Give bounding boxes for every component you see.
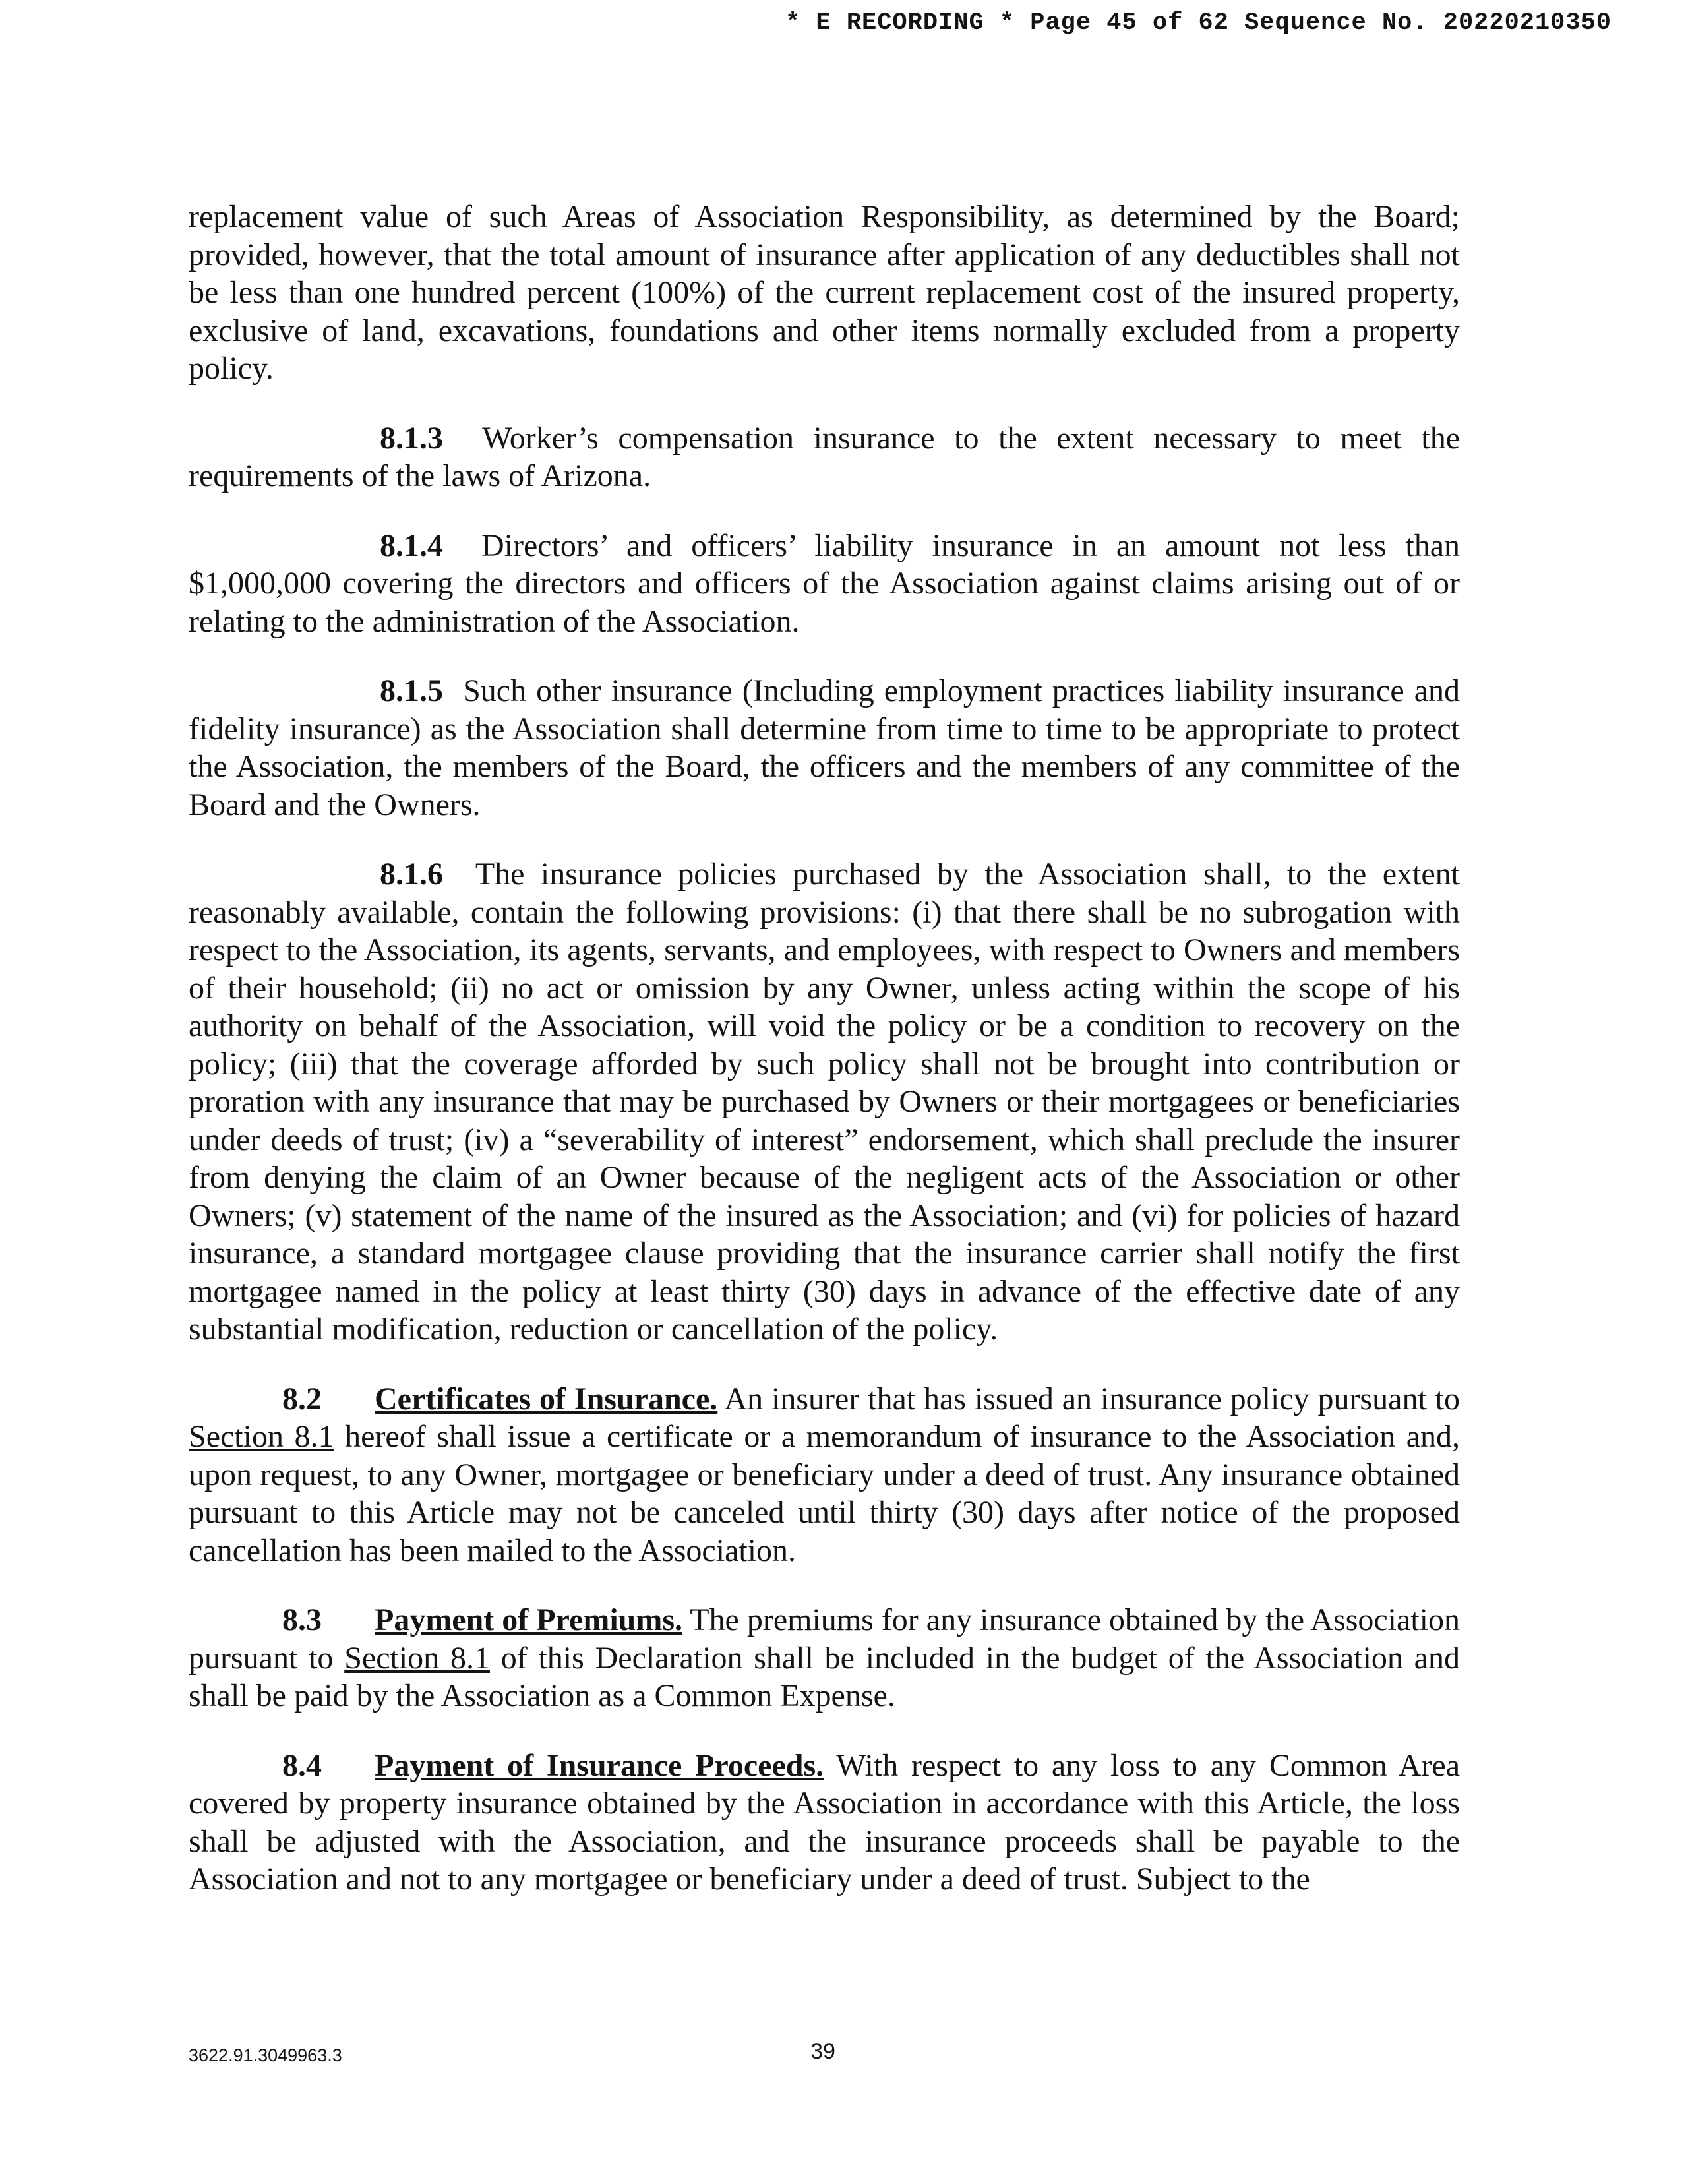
section-number: 8.1.5	[380, 673, 443, 708]
section-number: 8.1.3	[380, 420, 443, 456]
section-text: An insurer that has issued an insurance policy pursuant to	[717, 1381, 1460, 1416]
recording-stamp: * E RECORDING * Page 45 of 62 Sequence No. 20220210350	[785, 9, 1612, 37]
section-text: of this Declaration shall be included in the budget of the Association and shall be paid by the Association as a Common Expense.	[189, 1640, 1460, 1713]
section-number: 8.4	[282, 1747, 322, 1783]
document-id: 3622.91.3049963.3	[189, 2046, 342, 2065]
section-8-4	[189, 1747, 1460, 1898]
section-text: hereof shall issue a certificate or a memorandum of insurance to the Association and, upon request, to any Owner, mortgagee or beneficiary under a deed of trust. Any insurance obtained pursuant to this Article may not be canceled until thirty (30) days after notice of the proposed cancellation has been mailed to the Association.	[189, 1419, 1461, 1568]
section-cross-reference: Section 8.1	[344, 1640, 490, 1676]
section-text: Worker’s compensation insurance to the extent necessary to meet the requirements of the laws of Arizona.	[189, 420, 1460, 493]
section-number: 8.1.4	[380, 528, 443, 563]
section-heading: Certificates of Insurance.	[375, 1381, 718, 1416]
section-number: 8.1.6	[380, 857, 443, 892]
section-8-3	[189, 1601, 1460, 1715]
section-text: With respect to any loss to any Common Area covered by property insurance obtained by the Association in accordance with this Article, the loss shall be adjusted with the Association, and the insurance proceeds shall be payable to the Association and not to any mortgagee or beneficiary under a deed of trust. Subject to the	[189, 1747, 1460, 1896]
page-number: 39	[810, 2039, 835, 2064]
section-number: 8.2	[282, 1381, 322, 1416]
section-number: 8.3	[282, 1602, 322, 1637]
section-text: The premiums for any insurance obtained by the Association pursuant to	[189, 1602, 1460, 1676]
document-body	[189, 198, 1460, 1930]
continuation-paragraph: replacement value of such Areas of Association Responsibility, as determined by the Board; provided, however, that the total amount of insurance after application of any deductibles shall not be less than one hundred percent (100%) of the current replacement cost of the insured property, exclusive of land, excavations, foundations and other items normally excluded from a property policy.	[189, 199, 1460, 386]
section-text: Such other insurance (Including employment practices liability insurance and fidelity insurance) as the Association shall determine from time to time to be appropriate to protect the Association, the members of the Board, the officers and the members of any committee of the Board and the Owners.	[189, 673, 1460, 822]
section-heading: Payment of Premiums.	[375, 1602, 683, 1637]
section-8-1-6	[189, 855, 1460, 1349]
section-text: Directors’ and officers’ liability insurance in an amount not less than $1,000,000 covering the directors and officers of the Association against claims arising out of or relating to the administration of the Association.	[189, 528, 1460, 639]
section-8-2	[189, 1380, 1460, 1570]
section-heading: Payment of Insurance Proceeds.	[375, 1747, 824, 1783]
section-cross-reference: Section 8.1	[189, 1419, 334, 1454]
section-8-1-5	[189, 672, 1460, 824]
section-8-1-4	[189, 527, 1460, 641]
section-8-1-3	[189, 419, 1460, 495]
section-text: The insurance policies purchased by the Association shall, to the extent reasonably available, contain the following provisions: (i) that there shall be no subrogation with respect to the Association, its agents, servants, and employees, with respect to Owners and members of their household; (ii) no act or omission by any Owner, unless acting within the scope of his authority on behalf of the Association, will void the policy or be a condition to recovery on the policy; (iii) that the coverage afforded by such policy shall not be brought into contribution or proration with any insurance that may be purchased by Owners or their mortgagees or beneficiaries under deeds of trust; (iv) a “severability of interest” endorsement, which shall preclude the insurer from denying the claim of an Owner because of the negligent acts of the Association or other Owners; (v) statement of the name of the insured as the Association; and (vi) for policies of hazard insurance, a standard mortgagee clause providing that the insurance carrier shall notify the first mortgagee named in the policy at least thirty (30) days in advance of the effective date of any substantial modification, reduction or cancellation of the policy.	[189, 857, 1460, 1347]
